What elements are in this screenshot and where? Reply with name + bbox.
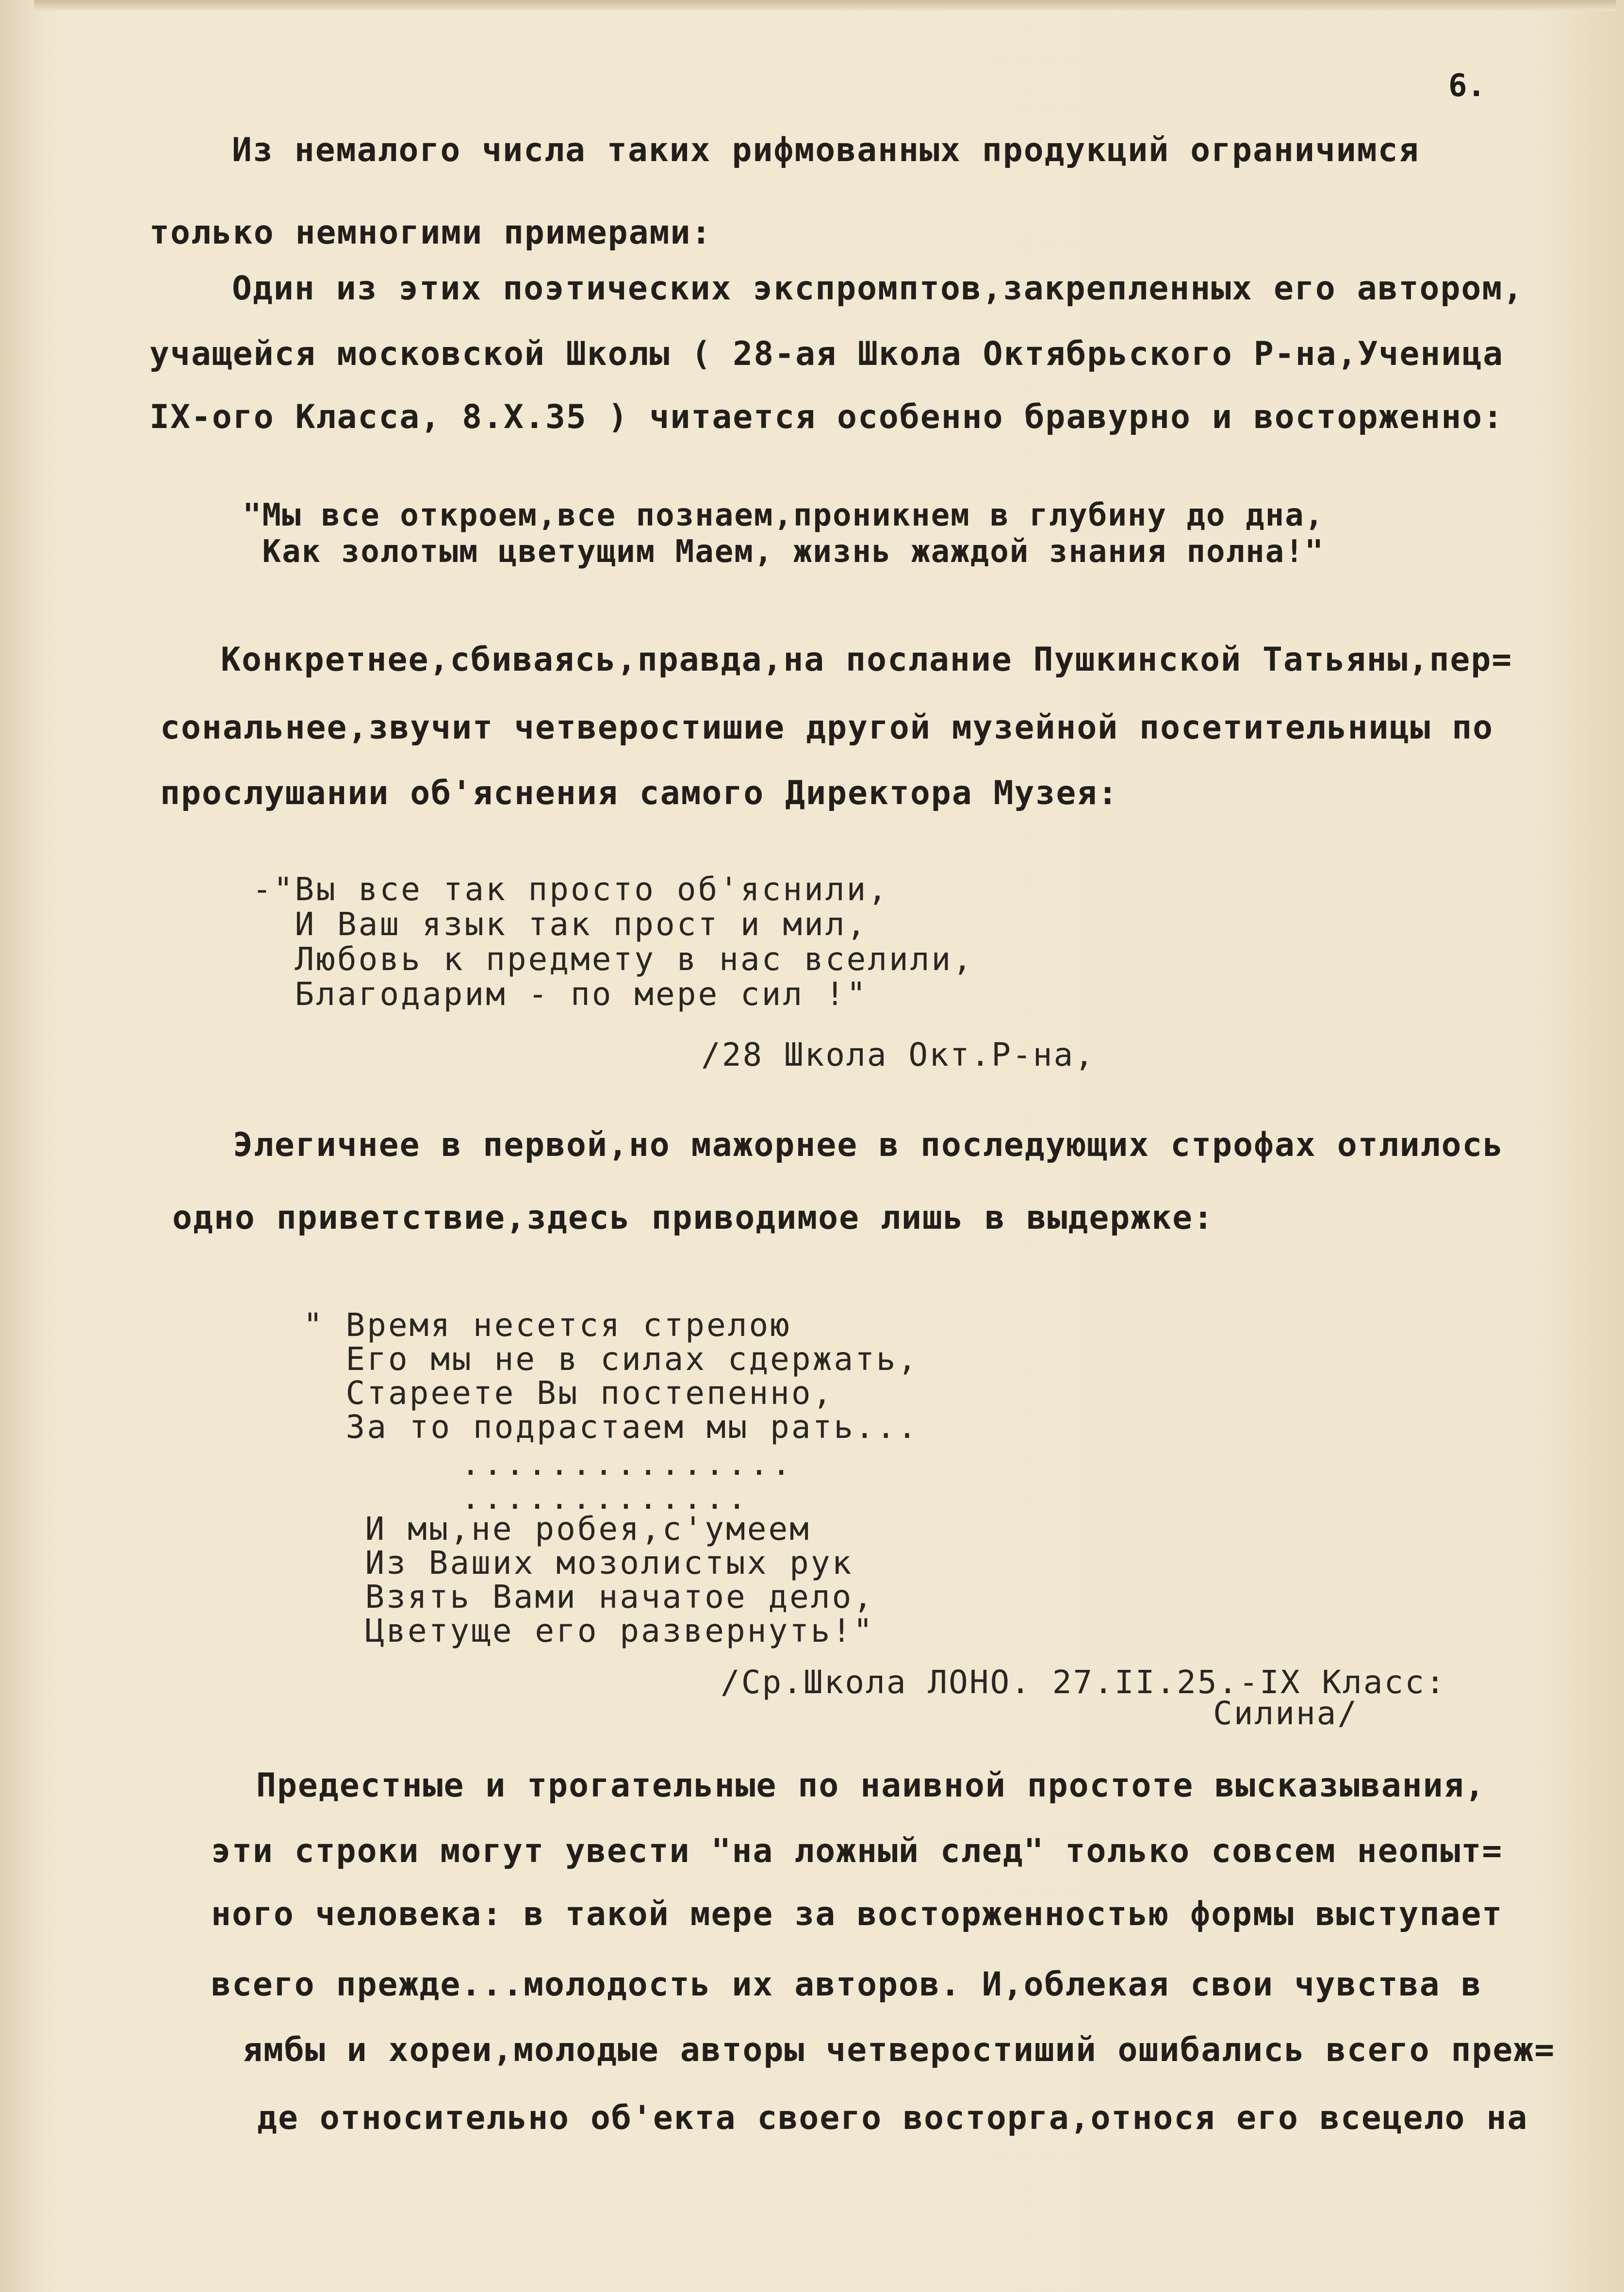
paragraph5-line-4: всего прежде...молодость их авторов. И,облекая свои чувства в — [211, 1965, 1482, 2004]
paper-top-edge — [34, 0, 1616, 11]
quote3-line-3: Стареете Вы постепенно, — [303, 1374, 834, 1412]
quote2-line-4: Благодарим - по мере сил !" — [252, 975, 868, 1013]
paragraph3-line-1: Конкретнее,сбиваясь,правда,на послание Пушкинской Татьяны,пер= — [221, 641, 1513, 679]
paragraph4-line-1: Элегичнее в первой,но мажорнее в последующих строфах отлилось — [233, 1126, 1504, 1164]
quote2-line-3: Любовь к предмету в нас вселили, — [252, 940, 974, 978]
paragraph5-line-6: де относительно об'екта своего восторга,относя его всецело на — [257, 2099, 1528, 2137]
quote2-line-1: -"Вы все так просто об'яснили, — [252, 871, 889, 908]
paragraph2-line-2: учащейся московской Школы ( 28-ая Школа Октябрьского Р-на,Ученица — [149, 335, 1504, 373]
quote1-line-1: "Мы все откроем,все познаем,проникнем в глубину до дна, — [243, 497, 1325, 533]
quote3-line-4: За то подрастаем мы рать... — [303, 1408, 919, 1446]
quote3-line-5: И мы,не робея,с'умеем — [323, 1510, 811, 1548]
paragraph4-line-2: одно приветствие,здесь приводимое лишь в выдержке: — [172, 1199, 1214, 1237]
paragraph5-line-1: Предестные и трогательные по наивной простоте высказывания, — [256, 1766, 1486, 1805]
quote1-line-2: Как золотым цветущим Маем, жизнь жаждой знания полна!" — [243, 534, 1325, 570]
quote3-line-8: Цветуще его развернуть!" — [323, 1612, 875, 1649]
quote2-signature: /28 Школа Окт.Р-на, — [701, 1036, 1095, 1073]
quote3-line-1: " Время несется стрелою — [303, 1306, 791, 1344]
paragraph3-line-3: прослушании об'яснения самого Директора Музея: — [160, 774, 1119, 812]
paragraph3-line-2: сональнее,звучит четверостишие другой музейной посетительницы по — [160, 709, 1494, 747]
page-number: 6. — [1448, 68, 1486, 104]
paragraph2-line-1: Один из этих поэтических экспромптов,закрепленных его автором, — [232, 269, 1524, 308]
paragraph5-line-3: ного человека: в такой мере за восторженностью формы выступает — [211, 1895, 1503, 1933]
quote3-ellipsis-1: ............... — [461, 1445, 794, 1483]
quote3-signature-line-2: Силина/ — [1213, 1695, 1359, 1732]
paragraph1-line-1: Из немалого числа таких рифмованных продукций ограничимся — [232, 131, 1420, 169]
quote3-line-7: Взять Вами начатое дело, — [323, 1578, 875, 1616]
paragraph5-line-5: ямбы и хореи,молодые авторы четверостиший ошибались всего преж= — [243, 2031, 1556, 2069]
paper-left-edge — [0, 0, 44, 2292]
quote3-ellipsis-2: ............. — [461, 1479, 750, 1517]
quote3-line-2: Его мы не в силах сдержать, — [303, 1340, 919, 1378]
quote3-line-6: Из Ваших мозолистых рук — [323, 1544, 853, 1582]
quote3-signature-line-1: /Ср.Школа ЛОНО. 27.II.25.-IX Класс: — [721, 1664, 1446, 1701]
paragraph1-line-2: только немногими примерами: — [149, 214, 712, 252]
quote2-line-2: И Ваш язык так прост и мил, — [252, 906, 868, 943]
paragraph2-line-3: IX-ого Класса, 8.X.35 ) читается особенно бравурно и восторженно: — [149, 398, 1504, 436]
paragraph5-line-2: эти строки могут увести "на ложный след" только совсем неопыт= — [211, 1832, 1503, 1870]
